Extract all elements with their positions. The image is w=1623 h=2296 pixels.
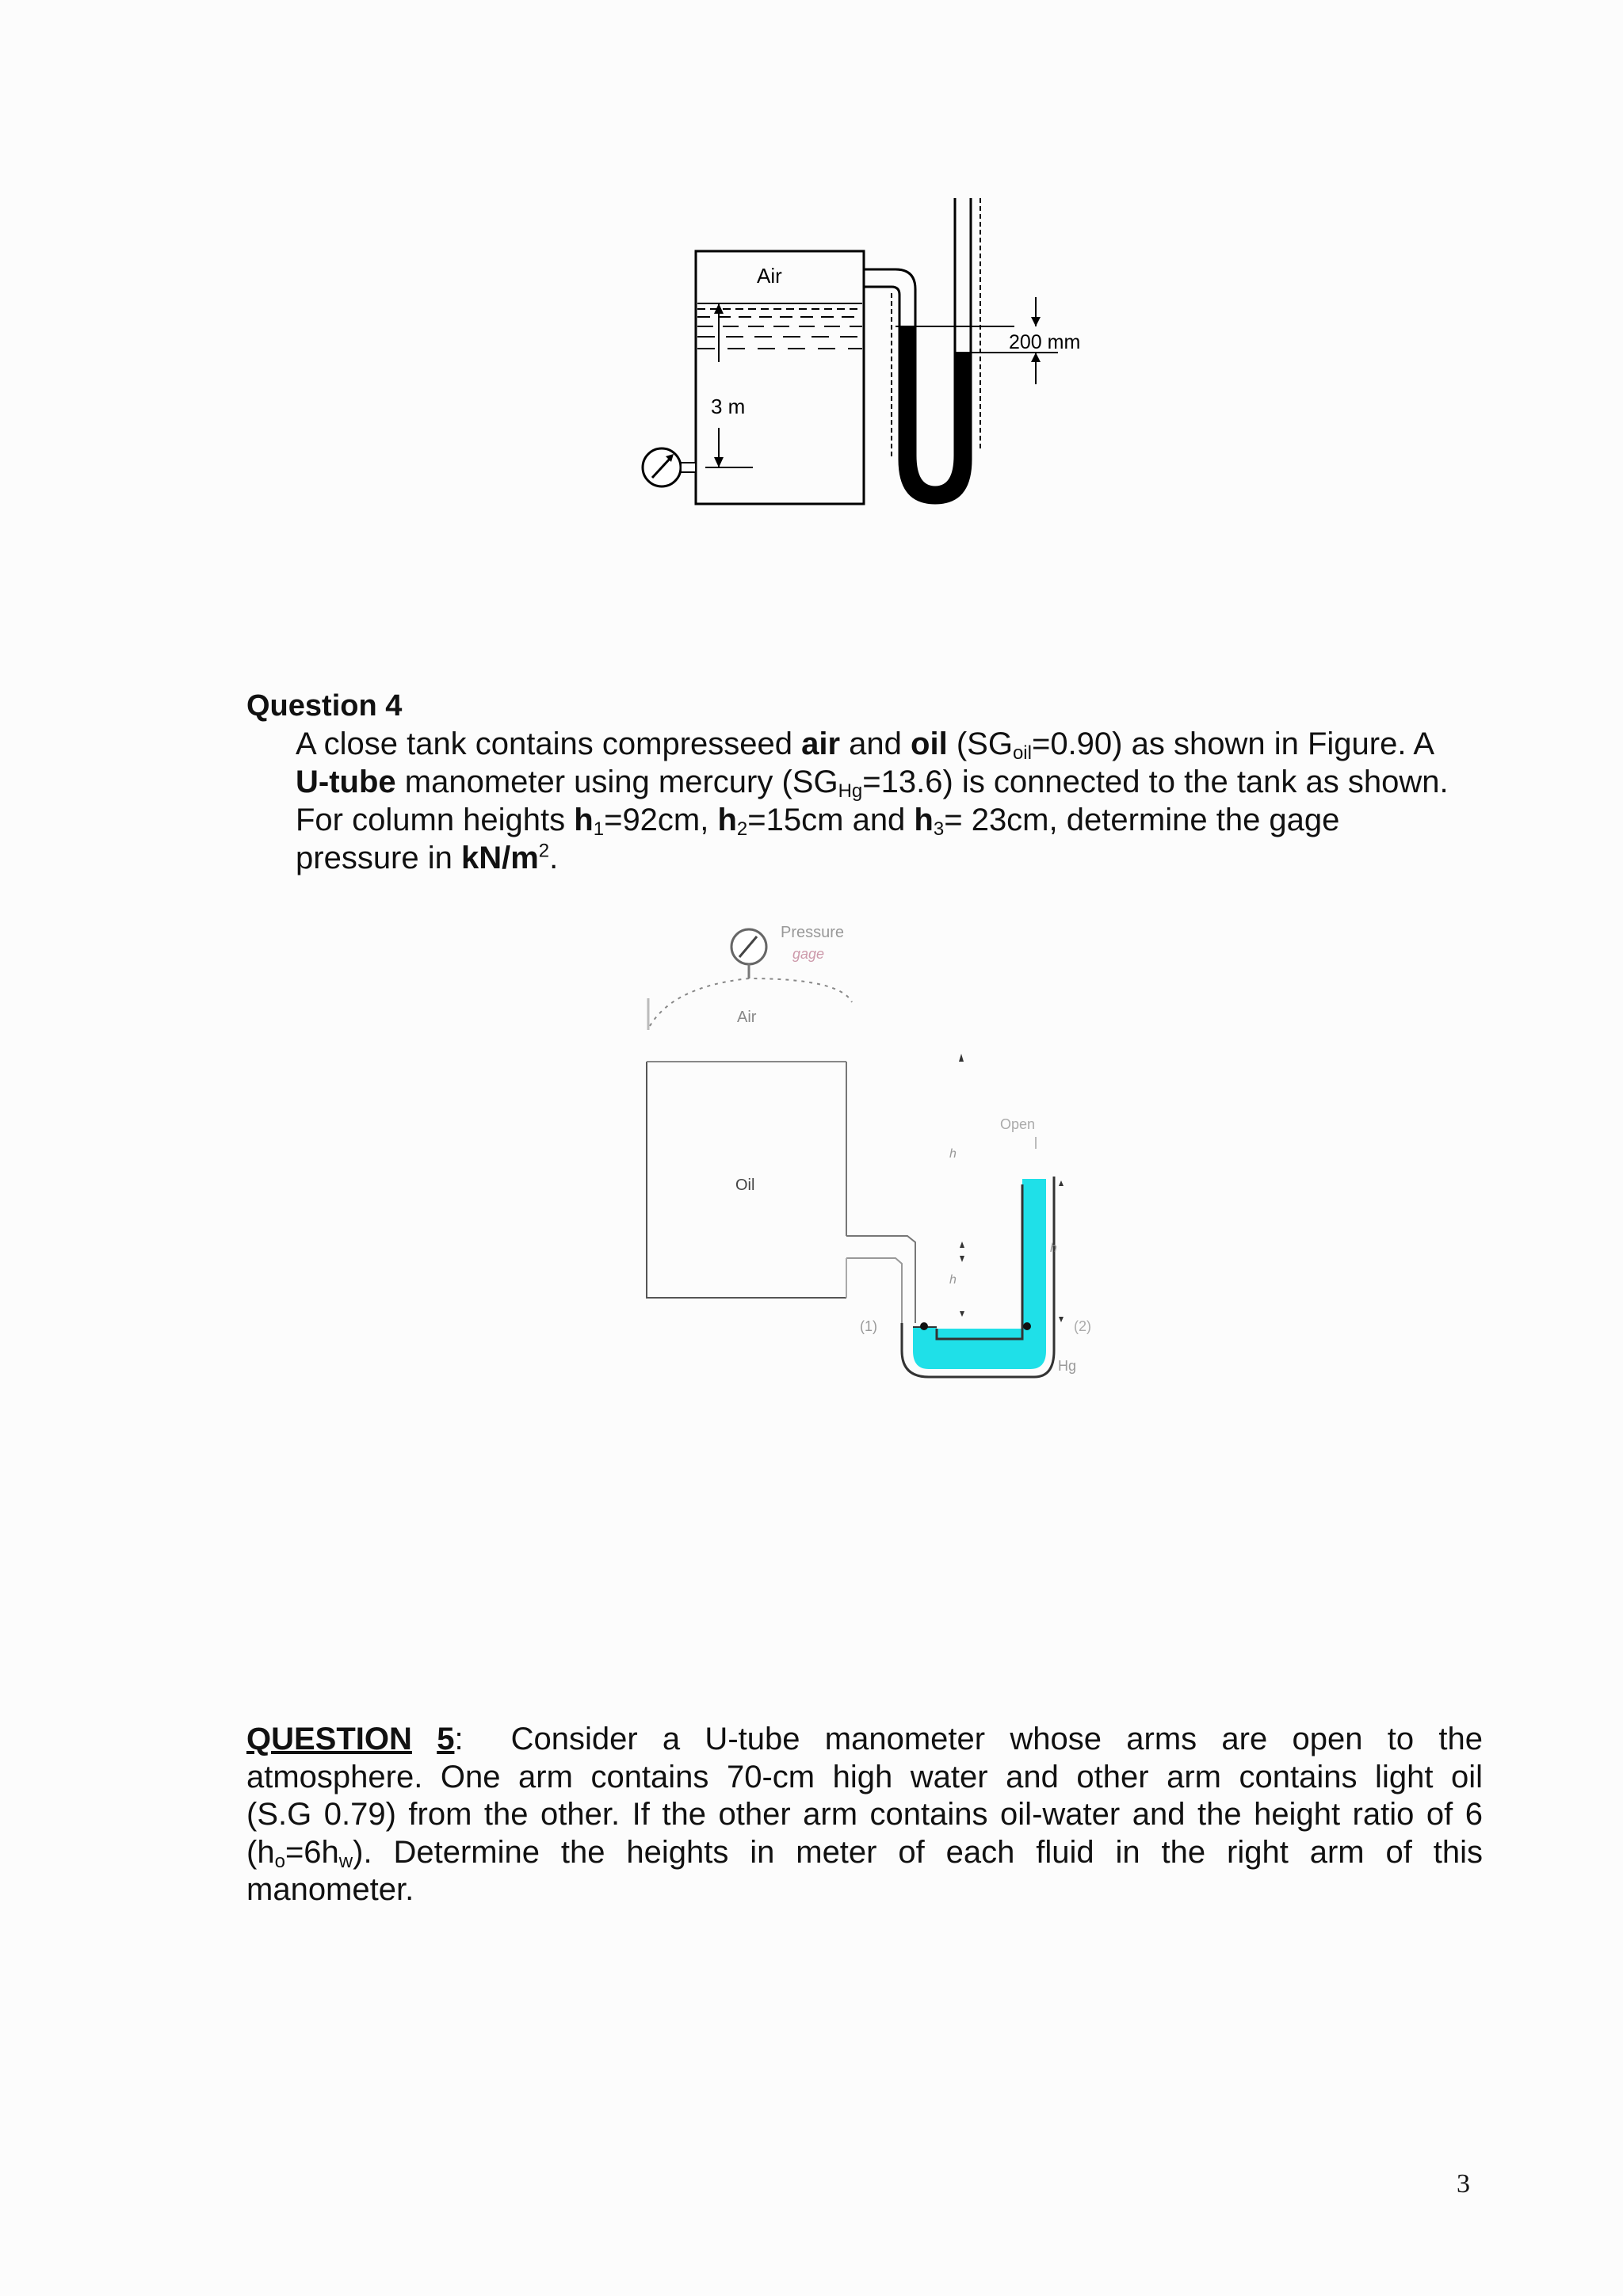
q4-text: manometer using mercury (SG: [395, 765, 838, 799]
pipe-outer: [864, 269, 915, 325]
q4-air-bold: air: [801, 727, 841, 761]
figure-oil-tank-manometer: [634, 911, 1125, 1402]
gauge-connector: [681, 463, 696, 472]
q5-subscript: w: [338, 1850, 353, 1872]
q5-text: ). Determine the heights in meter of each fluid in the right arm of this: [353, 1834, 1483, 1870]
oil-tank-diagram: [634, 911, 1125, 1402]
air-label: Air: [757, 264, 782, 288]
h3-arrow-down: [1059, 1317, 1064, 1322]
gage-label-pressure: Pressure: [781, 924, 845, 941]
gage-label-gage: gage: [792, 946, 825, 962]
h3-arrow-up: [1059, 1180, 1064, 1186]
q4-text: (SG: [947, 727, 1013, 761]
q4-text: .: [549, 841, 559, 875]
depth-arrow-down: [714, 457, 724, 467]
q4-h-bold: h: [717, 803, 737, 837]
q5-line-1: [246, 1721, 1483, 1759]
h1-label: h: [949, 1147, 957, 1161]
h2-arrow-up: [960, 1241, 964, 1248]
q4-superscript: 2: [538, 840, 550, 862]
depth-label: 3 m: [711, 395, 746, 418]
q4-subscript: 1: [593, 818, 605, 840]
hg-label: Hg: [1058, 1358, 1077, 1374]
open-label: Open: [1000, 1116, 1036, 1132]
q5-text: =6h: [285, 1834, 339, 1870]
tank-outline: [696, 251, 864, 504]
q5-title: QUESTION: [246, 1722, 412, 1756]
oil-label: Oil: [735, 1177, 755, 1194]
h2-arrow-bottom: [960, 1311, 964, 1317]
q4-text: = 23cm, determine the gage: [944, 803, 1340, 837]
point-1-dot: [920, 1322, 928, 1330]
q5-line-4: [246, 1834, 1483, 1872]
h3-label: h: [1050, 1241, 1057, 1255]
q4-utube-bold: U-tube: [296, 765, 396, 799]
utube-inner-wall: [915, 198, 955, 487]
q4-line-2: [296, 763, 1508, 801]
pipe-inner: [864, 287, 899, 325]
reading-arrow-up: [1031, 353, 1041, 362]
q4-subscript: oil: [1012, 742, 1032, 764]
q4-oil-bold: oil: [911, 727, 948, 761]
h1-arrow: [959, 1054, 964, 1062]
question-4-text: [296, 725, 1508, 877]
h2-label: h: [949, 1273, 957, 1287]
q4-text: pressure in: [296, 841, 461, 875]
reading-arrow-down: [1031, 317, 1041, 326]
h2-arrow-down: [960, 1256, 964, 1262]
q5-text: Consider a U-tube manometer whose arms are open to the: [510, 1722, 1483, 1756]
page-number: 3: [1457, 2169, 1470, 2199]
question-4-title: Question 4: [246, 689, 403, 723]
q5-subscript: o: [274, 1850, 285, 1872]
pipe-lower: [846, 1258, 902, 1323]
liquid-surface-hatching: [697, 303, 862, 349]
reading-label: 200 mm: [1009, 331, 1081, 353]
q4-line-4: [296, 839, 1508, 877]
q4-text: =92cm,: [604, 803, 718, 837]
q4-subscript: Hg: [838, 780, 863, 802]
point-2-label: (2): [1074, 1318, 1091, 1334]
q4-h-bold: h: [574, 803, 594, 837]
q5-line-3: (S.G 0.79) from the other. If the other arm contains oil-water and the height ratio of 6: [246, 1797, 1483, 1832]
q4-line-1: [296, 725, 1508, 763]
q4-text: =15cm and: [747, 803, 915, 837]
figure-tank-manometer: [634, 190, 1109, 523]
q4-line-3: [296, 801, 1508, 839]
q5-colon: :: [454, 1722, 464, 1756]
q5-number: 5: [437, 1722, 455, 1756]
point-2-dot: [1023, 1322, 1031, 1330]
air-label: Air: [737, 1009, 757, 1026]
q4-text: For column heights: [296, 803, 575, 837]
q4-text: =0.90) as shown in Figure. A: [1031, 727, 1435, 761]
question-5: [246, 1721, 1483, 1909]
q4-subscript: 3: [933, 818, 945, 840]
q4-text: and: [840, 727, 911, 761]
tank-manometer-diagram: [634, 190, 1109, 523]
pipe-upper: [846, 1236, 915, 1323]
q5-text: (h: [246, 1834, 275, 1870]
q4-subscript: 2: [736, 818, 748, 840]
mercury-fill: [913, 1179, 1046, 1369]
point-1-label: (1): [860, 1318, 877, 1334]
q5-line-5: manometer.: [246, 1872, 414, 1907]
utube-inner: [937, 1184, 1022, 1339]
q4-text: =13.6) is connected to the tank as shown.: [862, 765, 1449, 799]
q4-h-bold: h: [914, 803, 934, 837]
q4-text: A close tank contains compresseed: [296, 727, 802, 761]
q5-heading: [246, 1722, 454, 1756]
q4-unit-bold: kN/m: [460, 841, 539, 875]
q5-line-2: atmosphere. One arm contains 70-cm high water and other arm contains light oil: [246, 1759, 1483, 1794]
